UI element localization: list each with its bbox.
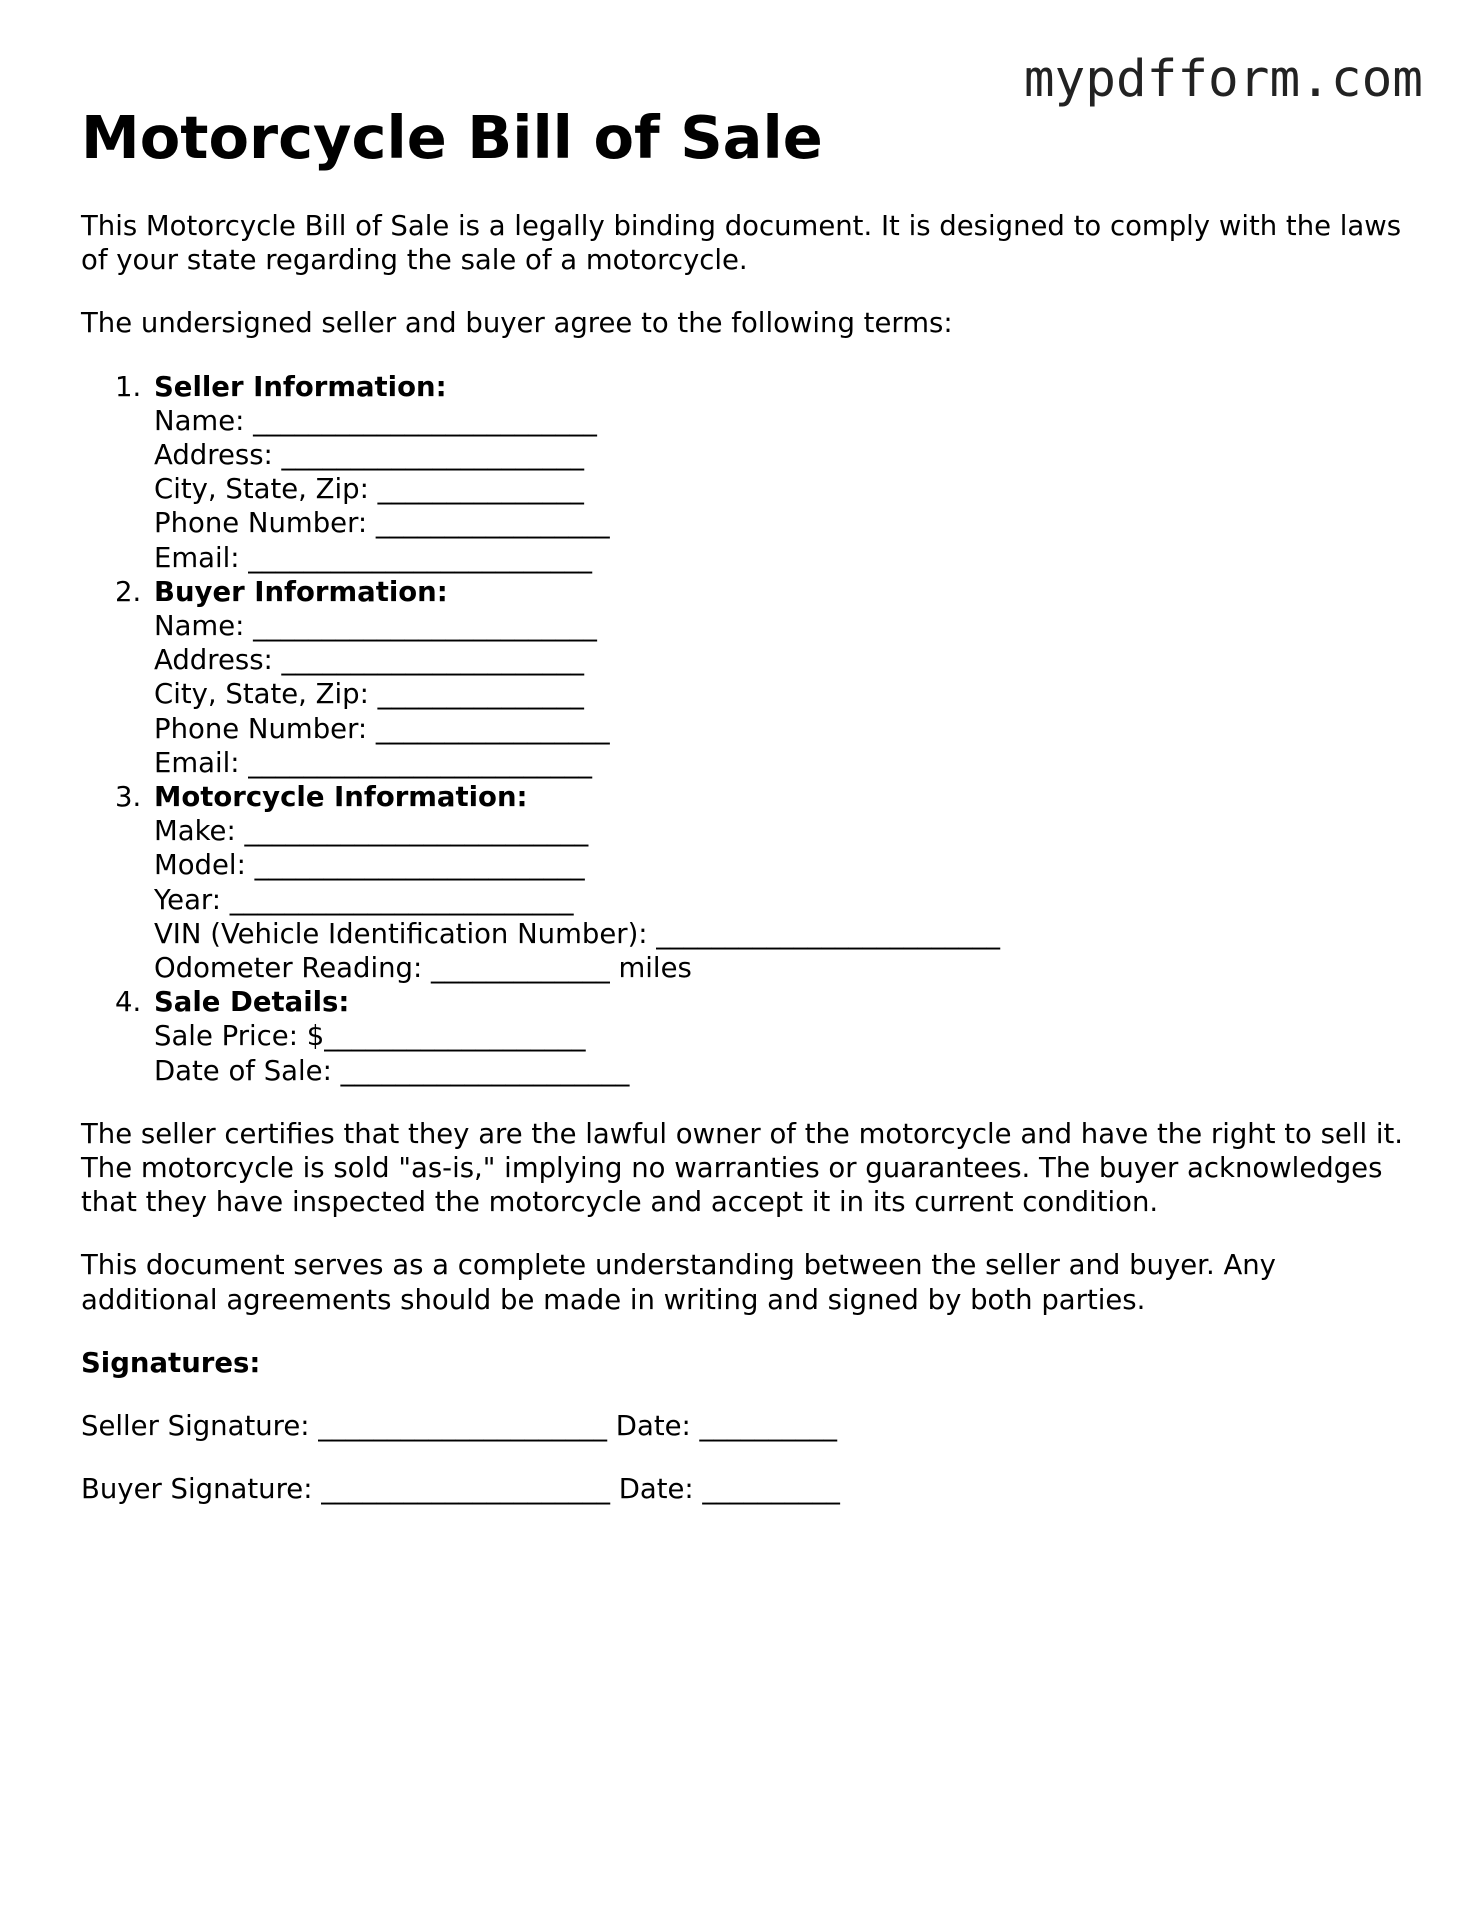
year-field: Year: _________________________ bbox=[154, 883, 574, 916]
section-number: 1. bbox=[115, 370, 142, 403]
seller-email-field: Email: _________________________ bbox=[154, 541, 593, 574]
buyer-signature-line: Buyer Signature: _____________________ Date: __________ bbox=[81, 1473, 840, 1506]
seller-name-field: Name: _________________________ bbox=[154, 404, 597, 437]
document-title: Motorcycle Bill of Sale bbox=[81, 103, 823, 172]
section-heading: Seller Information: bbox=[154, 370, 447, 403]
buyer-information-section bbox=[81, 575, 1411, 780]
seller-information-section bbox=[81, 370, 1411, 575]
sale-date-field: Date of Sale: _____________________ bbox=[154, 1054, 630, 1087]
motorcycle-information-section bbox=[81, 780, 1411, 985]
seller-phone-field: Phone Number: _________________ bbox=[154, 507, 610, 540]
seller-signature-line: Seller Signature: _____________________ Date: __________ bbox=[81, 1410, 838, 1443]
buyer-phone-field: Phone Number: _________________ bbox=[154, 712, 610, 745]
vin-field: VIN (Vehicle Identification Number): _________________________ bbox=[154, 917, 1001, 950]
buyer-city-state-zip-field: City, State, Zip: _______________ bbox=[154, 678, 584, 711]
section-number: 4. bbox=[115, 986, 142, 1019]
buyer-email-field: Email: _________________________ bbox=[154, 746, 593, 779]
seller-city-state-zip-field: City, State, Zip: _______________ bbox=[154, 473, 584, 506]
buyer-address-field: Address: ______________________ bbox=[154, 644, 585, 677]
section-number: 2. bbox=[115, 575, 142, 608]
odometer-field: Odometer Reading: _____________ miles bbox=[154, 952, 692, 985]
section-heading: Buyer Information: bbox=[154, 575, 448, 608]
understanding-paragraph: This document serves as a complete understanding between the seller and buyer. Any additional agreements should be made in writing and signed by both parties. bbox=[81, 1249, 1276, 1316]
sale-price-field: Sale Price: $___________________ bbox=[154, 1020, 586, 1053]
make-field: Make: _________________________ bbox=[154, 815, 589, 848]
seller-address-field: Address: ______________________ bbox=[154, 439, 585, 472]
sale-details-section bbox=[81, 985, 1411, 1088]
section-heading: Sale Details: bbox=[154, 986, 350, 1019]
model-field: Model: ________________________ bbox=[154, 849, 585, 882]
signatures-heading: Signatures: bbox=[81, 1346, 261, 1379]
agreement-paragraph: The undersigned seller and buyer agree to the following terms: bbox=[81, 307, 953, 340]
buyer-name-field: Name: _________________________ bbox=[154, 610, 597, 643]
intro-paragraph: This Motorcycle Bill of Sale is a legally binding document. It is designed to comply with the laws of your state regarding the sale of a motorcycle. bbox=[81, 210, 1402, 277]
section-heading: Motorcycle Information: bbox=[154, 781, 528, 814]
section-number: 3. bbox=[115, 781, 142, 814]
certification-paragraph: The seller certifies that they are the lawful owner of the motorcycle and have the right to sell it. The motorcycle is sold "as-is," implying no warranties or guarantees. The buyer acknowledges that they have inspected the motorcycle and accept it in its current condition. bbox=[81, 1117, 1404, 1219]
document-body bbox=[81, 209, 1411, 1536]
site-watermark: mypdfform.com bbox=[1023, 50, 1423, 109]
terms-list bbox=[81, 370, 1411, 1088]
